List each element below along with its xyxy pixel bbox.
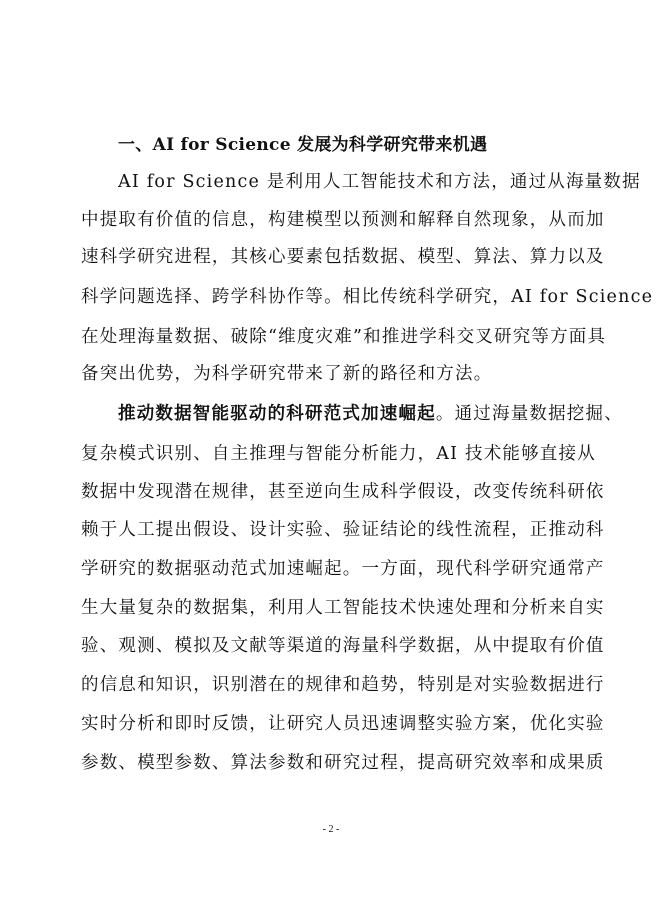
- paragraph-line: 备突出优势，为科学研究带来了新的路径和方法。: [81, 364, 493, 384]
- paragraph-line: 的信息和知识，识别潜在的规律和趋势，特别是对实验数据进行: [81, 675, 605, 695]
- paragraph-line: 数据中发现潜在规律，甚至逆向生成科学假设，改变传统科研依: [81, 482, 605, 502]
- paragraph-line: 赖于人工提出假设、设计实验、验证结论的线性流程，正推动科: [81, 520, 605, 540]
- paragraph-line: 科学问题选择、跨学科协作等。相比传统科学研究，AI for Science: [81, 287, 654, 307]
- paragraph-line: 复杂模式识别、自主推理与智能分析能力，AI 技术能够直接从: [81, 444, 596, 464]
- paragraph-line: 中提取有价值的信息，构建模型以预测和解释自然现象，从而加: [81, 210, 605, 230]
- bold-lead-text: 推动数据智能驱动的科研范式加速崛起: [118, 404, 436, 424]
- paragraph-line: [118, 402, 623, 426]
- paragraph-line: 参数、模型参数、算法参数和研究过程，提高研究效率和成果质: [81, 753, 605, 773]
- paragraph-text: 。通过海量数据挖掘、: [435, 404, 623, 424]
- section-heading: 一、AI for Science 发展为科学研究带来机遇: [118, 135, 488, 155]
- paragraph-line: 速科学研究进程，其核心要素包括数据、模型、算法、算力以及: [81, 247, 605, 267]
- paragraph-line: 生大量复杂的数据集，利用人工智能技术快速处理和分析来自实: [81, 598, 605, 618]
- paragraph-line: 学研究的数据驱动范式加速崛起。一方面，现代科学研究通常产: [81, 559, 605, 579]
- paragraph-line: 实时分析和即时反馈，让研究人员迅速调整实验方案，优化实验: [81, 714, 605, 734]
- page-number: - 2 -: [322, 824, 340, 835]
- paragraph-line: AI for Science 是利用人工智能技术和方法，通过从海量数据: [118, 172, 641, 192]
- paragraph-line: 验、观测、模拟及文献等渠道的海量科学数据，从中提取有价值: [81, 636, 605, 656]
- paragraph-line: 在处理海量数据、破除“维度灾难”和推进学科交叉研究等方面具: [81, 327, 607, 347]
